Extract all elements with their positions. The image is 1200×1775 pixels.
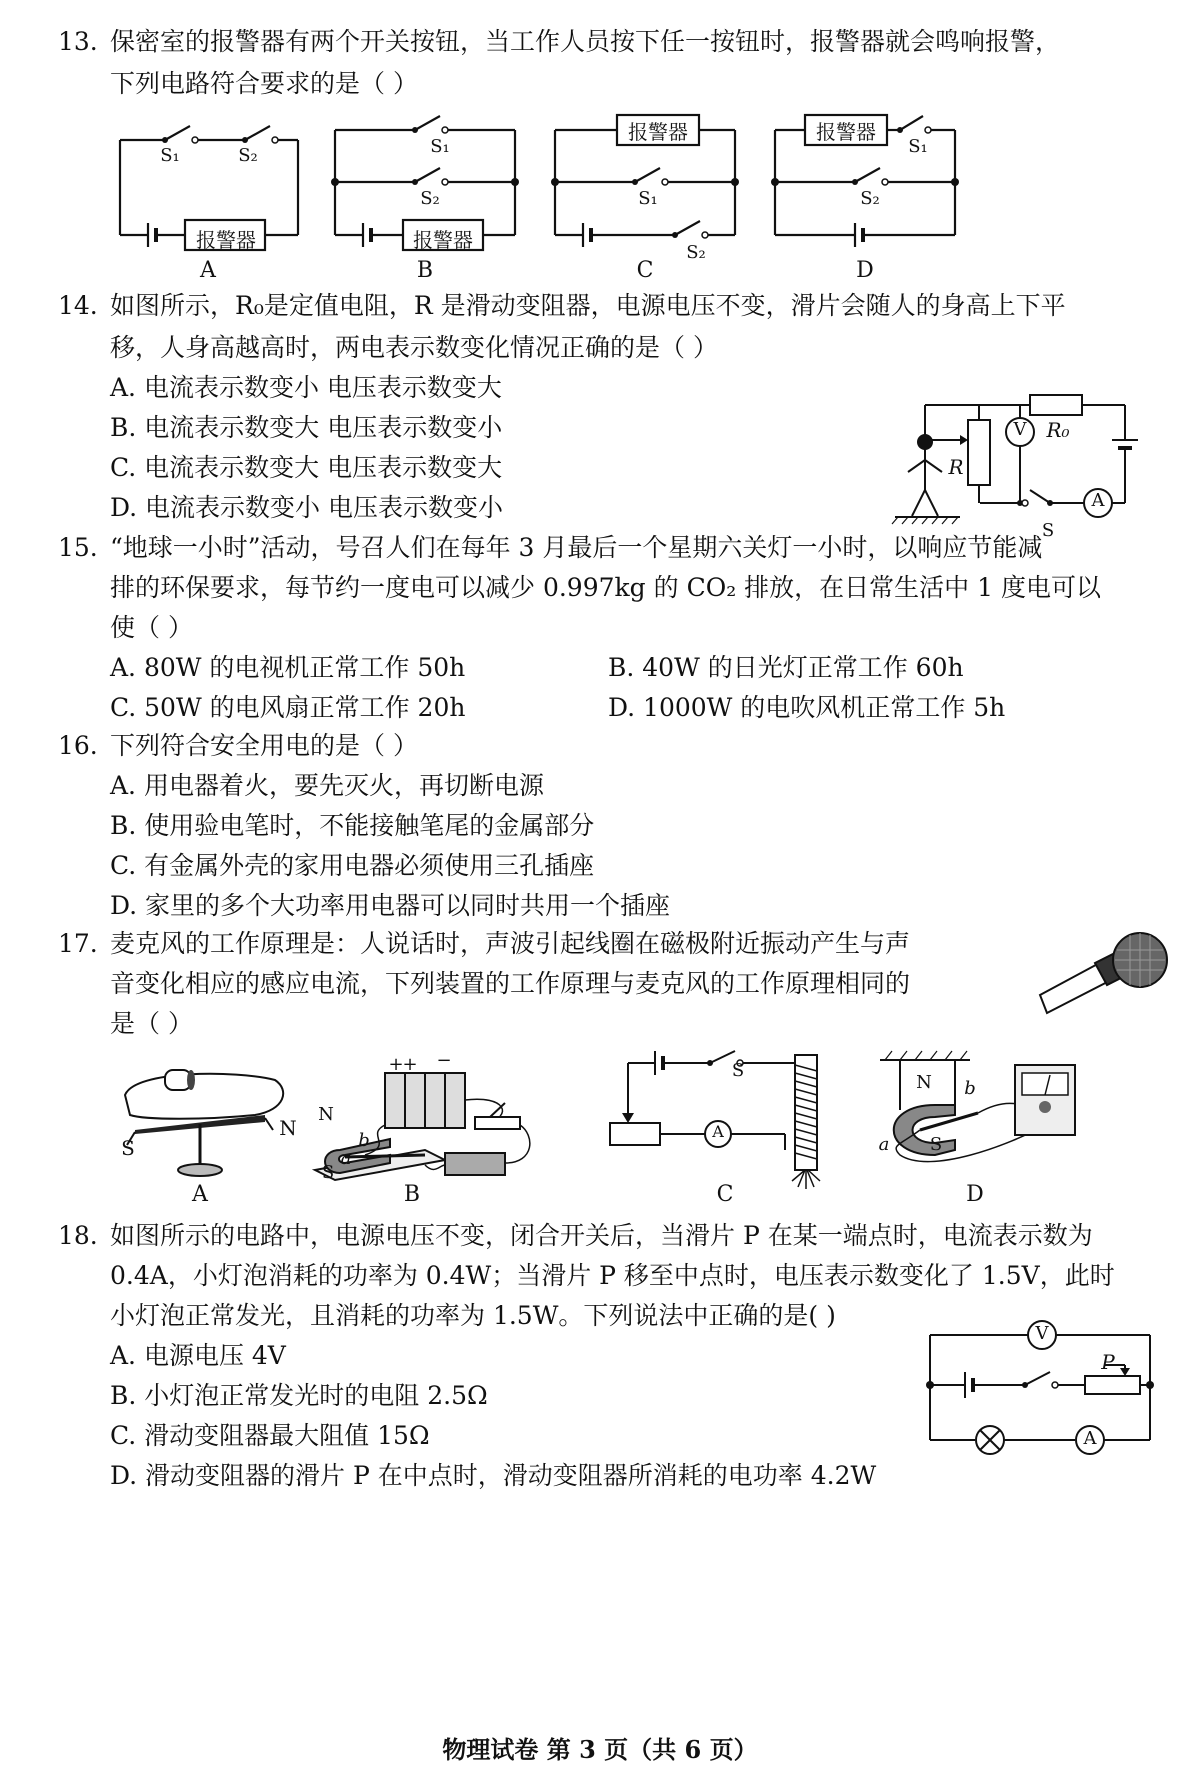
q17-label-b: B — [403, 1182, 421, 1207]
q13-d-alarm: 报警器 — [816, 120, 876, 144]
q13-a-s1-label: S₁ — [160, 145, 180, 166]
q14-r-label: R — [948, 455, 964, 479]
q14-line1: 如图所示，R₀是定值电阻，R 是滑动变阻器，电源电压不变，滑片会随人的身高上下平 — [110, 291, 1066, 320]
q17-b-b-label: b — [358, 1130, 370, 1151]
q17-figure-d — [860, 1045, 1090, 1180]
q17-b-plus: + — [388, 1054, 404, 1075]
q18-slider-p-label: P — [1101, 1350, 1115, 1374]
q17-a-n-pole: N — [279, 1116, 297, 1140]
q17-c-ammeter-label: A — [712, 1122, 724, 1141]
q17-label-d: D — [966, 1182, 984, 1207]
q13-b-s1-label: S₁ — [430, 136, 450, 157]
q13-b-alarm: 报警器 — [413, 228, 473, 252]
q14-r0-label: R₀ — [1046, 418, 1070, 442]
q13-label-d: D — [856, 258, 874, 283]
q13-c-s2-label: S₂ — [686, 242, 706, 263]
q18-line2: 0.4A，小灯泡消耗的功率为 0.4W；当滑片 P 移至中点时，电压表示数变化了 1.5V，此时 — [110, 1261, 1115, 1290]
q18-number: 18. — [58, 1221, 98, 1250]
q15-option-c: C. 50W 的电风扇正常工作 20h — [110, 693, 466, 722]
q14-option-a: A. 电流表示数变小 电压表示数变大 — [110, 373, 502, 402]
q17-d-s-pole: S — [929, 1134, 943, 1155]
q16-line1: 下列符合安全用电的是（ ） — [110, 731, 418, 760]
q17-d-a-label: a — [878, 1134, 890, 1155]
page-footer: 物理试卷 第 3 页（共 6 页） — [442, 1735, 758, 1764]
q13-a-s2-label: S₂ — [238, 145, 258, 166]
q14-number: 14. — [58, 291, 98, 320]
q17-label-a: A — [192, 1182, 208, 1207]
q14-option-c: C. 电流表示数变大 电压表示数变大 — [110, 453, 503, 482]
q17-line1: 麦克风的工作原理是：人说话时，声波引起线圈在磁极附近振动产生与声 — [110, 929, 911, 958]
q13-d-s2-label: S₂ — [860, 188, 880, 209]
q13-line2: 下列电路符合要求的是（ ） — [110, 69, 418, 98]
q16-option-c: C. 有金属外壳的家用电器必须使用三孔插座 — [110, 851, 595, 880]
q18-option-b: B. 小灯泡正常发光时的电阻 2.5Ω — [110, 1381, 488, 1410]
q17-d-b-label: b — [964, 1078, 976, 1099]
q14-option-b: B. 电流表示数变大 电压表示数变小 — [110, 413, 503, 442]
q18-line1: 如图所示的电路中，电源电压不变，闭合开关后，当滑片 P 在某一端点时，电流表示数为 — [110, 1221, 1093, 1250]
q18-ammeter-label: A — [1083, 1428, 1097, 1449]
q17-b-minus: − — [436, 1050, 452, 1071]
q17-label-c: C — [716, 1182, 734, 1207]
q13-circuit-a — [110, 110, 350, 280]
q13-d-s1-label: S₁ — [908, 136, 928, 157]
q17-b-s-pole: S — [321, 1162, 335, 1183]
q14-voltmeter-label: V — [1013, 419, 1027, 440]
q17-line3: 是（ ） — [110, 1009, 193, 1038]
q13-a-alarm: 报警器 — [196, 228, 256, 252]
q17-a-s-pole: S — [121, 1136, 135, 1160]
q15-option-d: D. 1000W 的电吹风机正常工作 5h — [608, 693, 1006, 722]
q14-ammeter-label: A — [1091, 490, 1105, 511]
q15-option-b: B. 40W 的日光灯正常工作 60h — [608, 653, 964, 682]
q13-b-s2-label: S₂ — [420, 188, 440, 209]
q15-line3: 使（ ） — [110, 613, 193, 642]
q15-line2: 排的环保要求，每节约一度电可以减少 0.997kg 的 CO₂ 排放，在日常生活中 1 度电可以 — [110, 573, 1101, 602]
q18-option-c: C. 滑动变阻器最大阻值 15Ω — [110, 1421, 430, 1450]
q13-c-alarm: 报警器 — [628, 120, 688, 144]
q17-c-switch-label: S — [731, 1060, 745, 1081]
q17-b-n-pole: N — [318, 1104, 334, 1125]
q15-option-a: A. 80W 的电视机正常工作 50h — [110, 653, 466, 682]
q16-option-b: B. 使用验电笔时，不能接触笔尾的金属部分 — [110, 811, 595, 840]
q15-line1: “地球一小时”活动，号召人们在每年 3 月最后一个星期六关灯一小时，以响应节能减 — [110, 533, 1043, 562]
q18-option-d: D. 滑动变阻器的滑片 P 在中点时，滑动变阻器所消耗的电功率 4.2W — [110, 1461, 877, 1490]
q16-option-d: D. 家里的多个大功率用电器可以同时共用一个插座 — [110, 891, 671, 920]
q17-number: 17. — [58, 929, 98, 958]
q18-voltmeter-label: V — [1035, 1323, 1049, 1344]
q18-option-a: A. 电源电压 4V — [110, 1341, 286, 1370]
q17-line2: 音变化相应的感应电流，下列装置的工作原理与麦克风的工作原理相同的 — [110, 969, 911, 998]
q13-label-c: C — [636, 258, 654, 283]
q14-height-meter-circuit — [880, 390, 1130, 550]
q16-option-a: A. 用电器着火，要先灭火，再切断电源 — [110, 771, 544, 800]
q13-label-a: A — [200, 258, 216, 283]
q17-b-a-label: a — [340, 1148, 352, 1169]
q18-line3: 小灯泡正常发光，且消耗的功率为 1.5W。下列说法中正确的是( ) — [110, 1301, 836, 1330]
q16-number: 16. — [58, 731, 98, 760]
q17-d-n-pole: N — [916, 1072, 932, 1093]
q17-b-plus-2: + — [402, 1054, 418, 1075]
q14-switch-label: S — [1041, 520, 1055, 541]
q13-label-b: B — [416, 258, 434, 283]
q13-line1: 保密室的报警器有两个开关按钮，当工作人员按下任一按钮时，报警器就会鸣响报警， — [110, 27, 1061, 56]
q13-c-s1-label: S₁ — [638, 188, 658, 209]
microphone-icon — [1035, 925, 1165, 1025]
q14-option-d: D. 电流表示数变小 电压表示数变小 — [110, 493, 503, 522]
q14-line2: 移，人身高越高时，两电表示数变化情况正确的是（ ） — [110, 333, 718, 362]
q15-number: 15. — [58, 533, 98, 562]
q13-number: 13. — [58, 27, 98, 56]
